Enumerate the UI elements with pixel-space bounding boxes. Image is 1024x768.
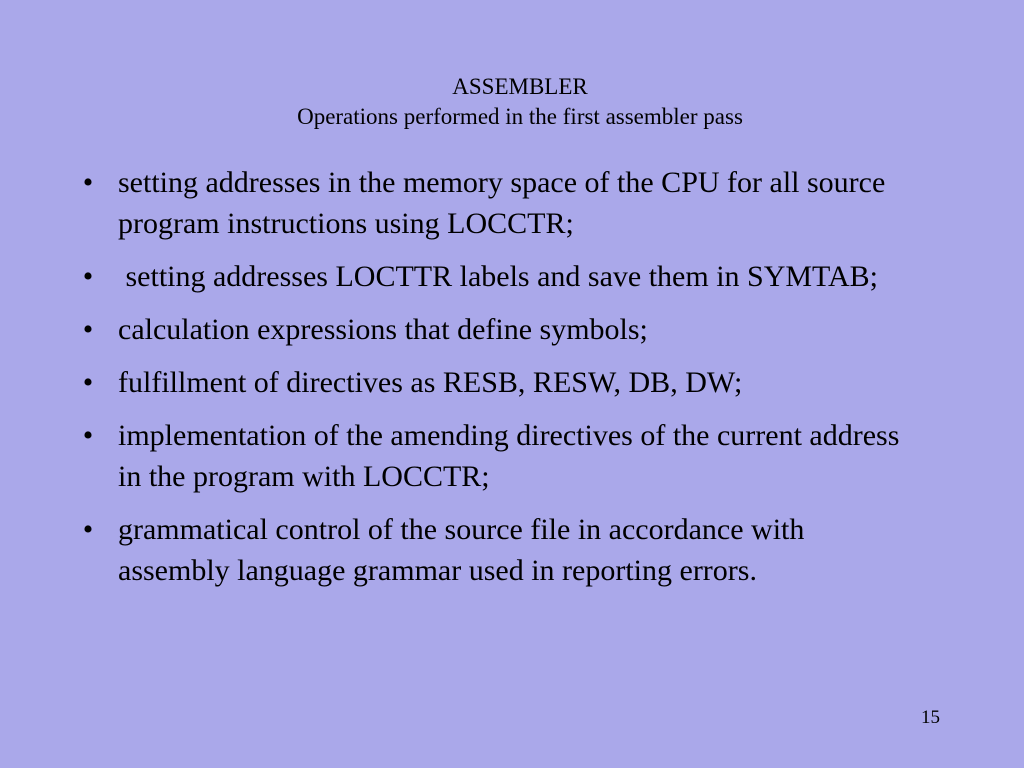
bullet-icon: •	[82, 419, 94, 452]
bullet-text: setting addresses in the memory space of the CPU for all source program instructions using LOCCTR;	[118, 166, 886, 240]
bullet-item	[78, 256, 918, 297]
bullet-icon: •	[82, 166, 94, 199]
bullet-item	[78, 309, 918, 350]
bullet-item	[78, 415, 918, 497]
slide-heading	[0, 72, 1024, 132]
bullet-icon: •	[82, 366, 94, 399]
bullet-item	[78, 362, 918, 403]
bullet-text: fulfillment of directives as RESB, RESW, DB, DW;	[118, 366, 743, 399]
page-number: 15	[921, 707, 940, 728]
slide-title: ASSEMBLER	[452, 74, 588, 99]
bullet-icon: •	[82, 513, 94, 546]
bullet-icon: •	[82, 260, 94, 293]
bullet-text: grammatical control of the source file in accordance with assembly language grammar used in reporting errors.	[118, 513, 805, 587]
bullet-text: implementation of the amending directives of the current address in the program with LOCCTR;	[118, 419, 900, 493]
bullet-text: calculation expressions that define symbols;	[118, 313, 648, 346]
bullet-text: setting addresses LOCTTR labels and save them in SYMTAB;	[118, 260, 878, 293]
bullet-list	[78, 162, 918, 603]
bullet-icon: •	[82, 313, 94, 346]
slide-subtitle: Operations performed in the first assembler pass	[297, 104, 743, 129]
bullet-item	[78, 509, 918, 591]
bullet-item	[78, 162, 918, 244]
